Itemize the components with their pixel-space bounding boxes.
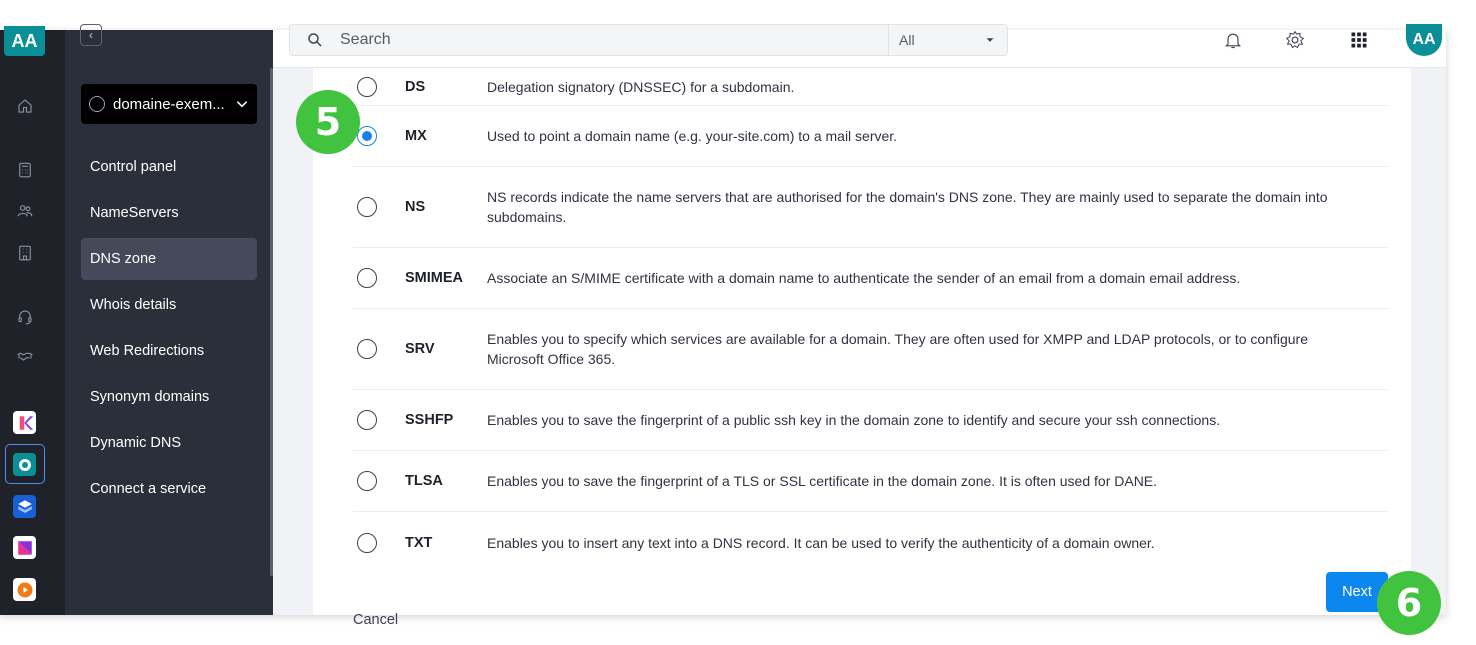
sidebar-item-connect-service[interactable]: Connect a service: [90, 481, 207, 497]
record-type-label: DS: [405, 78, 426, 95]
record-type-label: SSHFP: [405, 412, 454, 428]
next-button[interactable]: Next: [1326, 572, 1388, 612]
step-5-marker: 5: [296, 90, 360, 154]
record-radio-sshfp[interactable]: [357, 410, 377, 430]
record-type-label: TLSA: [405, 473, 443, 489]
record-type-label: TXT: [405, 534, 433, 551]
search-icon: [306, 31, 324, 49]
search-input[interactable]: Search: [340, 31, 391, 48]
kmeet-app-icon[interactable]: [13, 536, 36, 559]
record-description: Used to point a domain name (e.g. your-site.com) to a mail server.: [487, 128, 898, 144]
apps-grid-icon[interactable]: [1348, 29, 1370, 51]
bell-icon[interactable]: [1222, 29, 1244, 51]
sidebar-item-dns-zone[interactable]: DNS zone: [81, 238, 257, 280]
sidebar: [65, 30, 273, 615]
step-6-marker: 6: [1377, 571, 1441, 635]
chevron-down-icon: [235, 97, 249, 111]
record-radio-ns[interactable]: [357, 197, 377, 217]
kplayer-app-icon[interactable]: [13, 578, 36, 601]
settings-gear-icon[interactable]: [1284, 29, 1306, 51]
domains-app-icon[interactable]: [13, 453, 36, 476]
record-description: Enables you to specify which services are available for a domain. They are often used for XMPP and LDAP protocols, or to configure Microsoft Office 365.: [487, 331, 1309, 367]
record-radio-smimea[interactable]: [357, 268, 377, 288]
sidebar-item-synonym-domains[interactable]: Synonym domains: [90, 389, 210, 405]
record-row-mx[interactable]: [353, 106, 1388, 167]
record-row-txt[interactable]: [353, 512, 1388, 573]
record-type-label: MX: [405, 128, 427, 144]
record-row-ns[interactable]: [353, 167, 1388, 248]
globe-icon: [89, 96, 105, 112]
app-window: [0, 28, 1446, 628]
home-icon[interactable]: [16, 97, 34, 115]
sidebar-item-web-redirections[interactable]: Web Redirections: [90, 343, 205, 359]
search-bar: [289, 24, 1008, 56]
record-description: Enables you to save the fingerprint of a TLS or SSL certificate in the domain zone. It is often used for DANE.: [487, 473, 1158, 489]
sidebar-item-nameservers[interactable]: NameServers: [90, 205, 179, 221]
account-avatar[interactable]: AA: [4, 26, 45, 56]
record-type-label: SMIMEA: [405, 270, 463, 286]
record-description: Enables you to save the fingerprint of a public ssh key in the domain zone to identify and secure your ssh connections.: [487, 412, 1221, 428]
record-row-srv[interactable]: [353, 309, 1388, 390]
record-type-label: NS: [405, 199, 426, 215]
record-type-card: [313, 68, 1411, 628]
record-radio-txt[interactable]: [357, 533, 377, 553]
sidebar-item-dynamic-dns[interactable]: Dynamic DNS: [90, 435, 182, 451]
record-type-label: SRV: [405, 341, 435, 357]
caret-down-icon: [983, 33, 997, 47]
record-description: Enables you to insert any text into a DNS record. It can be used to verify the authenticity of a domain owner.: [487, 534, 1155, 551]
record-radio-ds[interactable]: [357, 77, 377, 97]
sidebar-scrollbar[interactable]: [270, 68, 273, 576]
app-rail: [0, 30, 65, 615]
headset-icon[interactable]: [16, 308, 34, 326]
record-description: NS records indicate the name servers that are authorised for the domain's DNS zone. They are mainly used to separate the domain into subdomains.: [487, 189, 1328, 225]
collapse-sidebar-button[interactable]: ‹: [80, 24, 102, 46]
users-icon[interactable]: [16, 202, 34, 220]
domain-selector[interactable]: [81, 84, 257, 124]
handshake-icon[interactable]: [16, 348, 34, 366]
cancel-button[interactable]: Cancel: [353, 612, 399, 628]
record-description: Associate an S/MIME certificate with a domain name to authenticate the sender of an email from a domain email address.: [487, 270, 1241, 286]
building-icon[interactable]: [16, 244, 34, 262]
calculator-icon[interactable]: [16, 161, 34, 179]
search-filter-select[interactable]: [889, 32, 1007, 48]
kdrive-app-icon[interactable]: [13, 495, 36, 518]
sidebar-item-control-panel[interactable]: Control panel: [90, 159, 177, 175]
record-radio-tlsa[interactable]: [357, 471, 377, 491]
domain-selector-label: domaine-exem...: [113, 95, 225, 113]
record-description: Delegation signatory (DNSSEC) for a subdomain.: [487, 78, 795, 95]
record-row-tlsa[interactable]: [353, 451, 1388, 512]
record-row-ds[interactable]: [353, 68, 1388, 106]
search-filter-value: All: [899, 32, 915, 48]
sidebar-item-whois-details[interactable]: Whois details: [90, 297, 177, 313]
record-row-sshfp[interactable]: [353, 390, 1388, 451]
record-row-smimea[interactable]: [353, 248, 1388, 309]
record-radio-mx[interactable]: [357, 126, 377, 146]
kchat-app-icon[interactable]: [13, 411, 36, 434]
top-bar: [273, 30, 1446, 68]
user-avatar[interactable]: AA: [1406, 24, 1442, 56]
record-radio-srv[interactable]: [357, 339, 377, 359]
